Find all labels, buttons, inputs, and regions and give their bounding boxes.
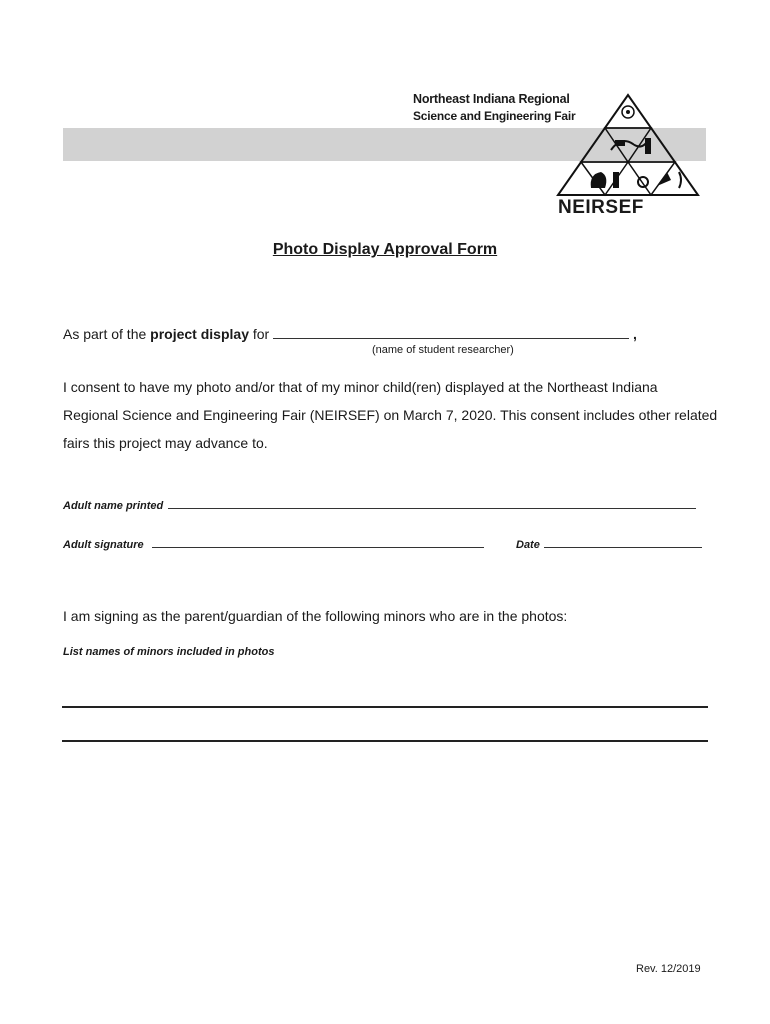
intro-comma: ,	[633, 326, 637, 342]
minors-line-2[interactable]	[62, 740, 708, 742]
adult-name-field[interactable]	[168, 508, 696, 509]
date-field[interactable]	[544, 547, 702, 548]
intro-bold: project display	[150, 326, 249, 342]
adult-name-label: Adult name printed	[63, 500, 164, 512]
intro-prefix: As part of the	[63, 326, 151, 342]
consent-line-1: I consent to have my photo and/or that of my minor child(ren) displayed at the Northeast Indiana	[63, 379, 658, 395]
adult-signature-field[interactable]	[152, 547, 484, 548]
minors-line-1[interactable]	[62, 706, 708, 708]
org-name-line1: Northeast Indiana Regional	[413, 92, 570, 106]
minors-label: List names of minors included in photos	[63, 646, 275, 658]
date-row	[516, 535, 702, 553]
form-title: Photo Display Approval Form	[272, 241, 498, 258]
adult-name-row	[63, 496, 696, 514]
consent-line-3: fairs this project may advance to.	[63, 435, 268, 451]
adult-signature-label: Adult signature	[63, 539, 144, 551]
org-name-line2: Science and Engineering Fair	[413, 109, 576, 123]
date-label: Date	[516, 539, 540, 551]
acronym-logo-text: NEIRSEF	[558, 197, 644, 218]
intro-for: for	[248, 326, 274, 342]
student-researcher-field[interactable]	[273, 338, 629, 339]
adult-signature-row	[63, 535, 484, 553]
researcher-caption: (name of student researcher)	[372, 344, 514, 356]
revision-label: Rev. 12/2019	[636, 963, 701, 975]
guardian-statement: I am signing as the parent/guardian of the following minors who are in the photos:	[63, 608, 568, 624]
intro-line	[63, 326, 637, 342]
consent-line-2: Regional Science and Engineering Fair (NEIRSEF) on March 7, 2020. This consent includes other related	[63, 407, 718, 423]
